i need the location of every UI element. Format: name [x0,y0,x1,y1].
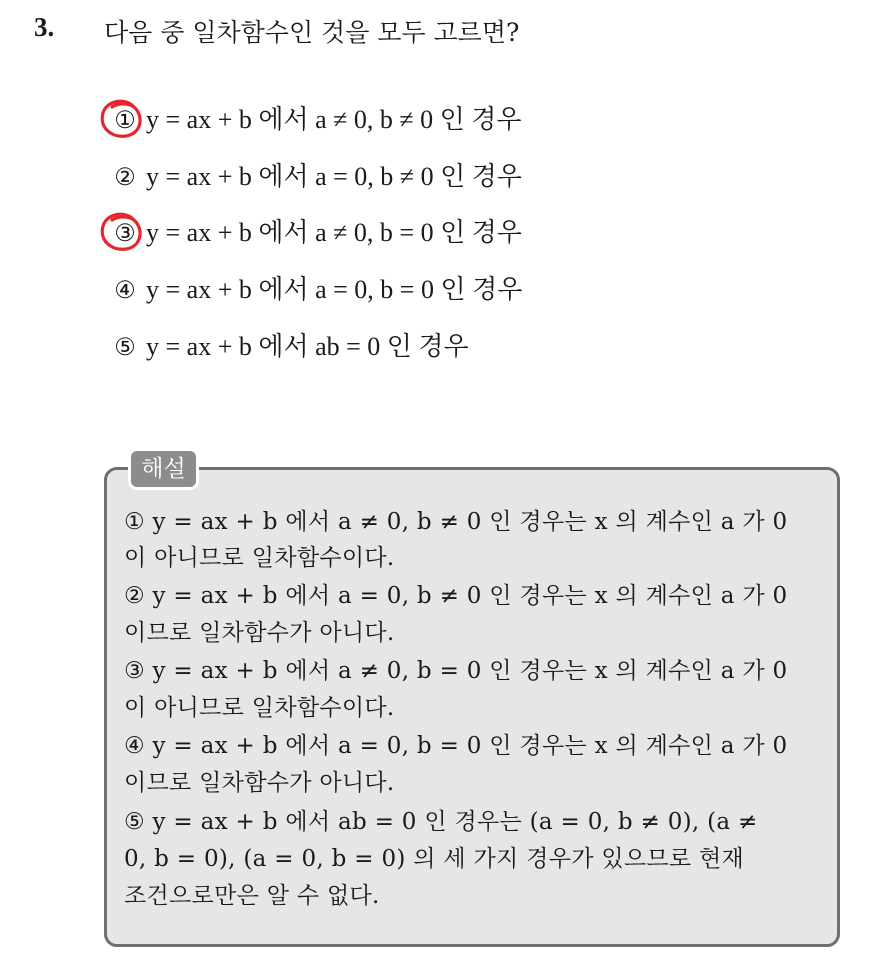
choice-text: y = ax + b 에서 a ≠ 0, b = 0 인 경우 [146,218,522,247]
choice-4[interactable] [108,270,522,310]
solution-line: ① y = ax + b 에서 a ≠ 0, b ≠ 0 인 경우는 x 의 계수인 a 가 0 [124,509,788,535]
choice-3[interactable] [108,213,522,253]
choice-number: ② [114,163,136,191]
choice-text: y = ax + b 에서 a = 0, b = 0 인 경우 [146,275,523,304]
solution-line: ② y = ax + b 에서 a = 0, b ≠ 0 인 경우는 x 의 계수인 a 가 0 [124,583,788,609]
question-text: 다음 중 일차함수인 것을 모두 고르면? [104,18,520,47]
choice-number: ⑤ [114,333,136,361]
solution-line: 이 아니므로 일차함수이다. [124,695,395,721]
choice-text: y = ax + b 에서 a = 0, b ≠ 0 인 경우 [146,162,522,191]
solution-line: ④ y = ax + b 에서 a = 0, b = 0 인 경우는 x 의 계수인 a 가 0 [124,733,788,759]
solution-line: 조건으로만은 알 수 없다. [124,883,380,909]
solution-line: 이므로 일차함수가 아니다. [124,770,395,796]
question-number: 3. [34,12,55,42]
choice-text: y = ax + b 에서 a ≠ 0, b ≠ 0 인 경우 [146,105,522,134]
choice-2[interactable] [108,157,522,197]
solution-label: 해설 [128,448,199,490]
choice-text: y = ax + b 에서 ab = 0 인 경우 [146,332,469,361]
choice-number: ④ [114,276,136,304]
choice-number: ③ [114,219,136,247]
choice-1[interactable] [108,100,522,140]
solution-line: 이므로 일차함수가 아니다. [124,620,395,646]
solution-line: 0, b = 0), (a = 0, b = 0) 의 세 가지 경우가 있으므로 현재 [124,846,745,872]
solution-line: ⑤ y = ax + b 에서 ab = 0 인 경우는 (a = 0, b ≠ 0), (a ≠ [124,809,758,835]
solution-line: ③ y = ax + b 에서 a ≠ 0, b = 0 인 경우는 x 의 계수인 a 가 0 [124,658,788,684]
solution-line: 이 아니므로 일차함수이다. [124,545,395,571]
choice-number: ① [114,106,136,134]
choice-5[interactable] [108,327,469,367]
